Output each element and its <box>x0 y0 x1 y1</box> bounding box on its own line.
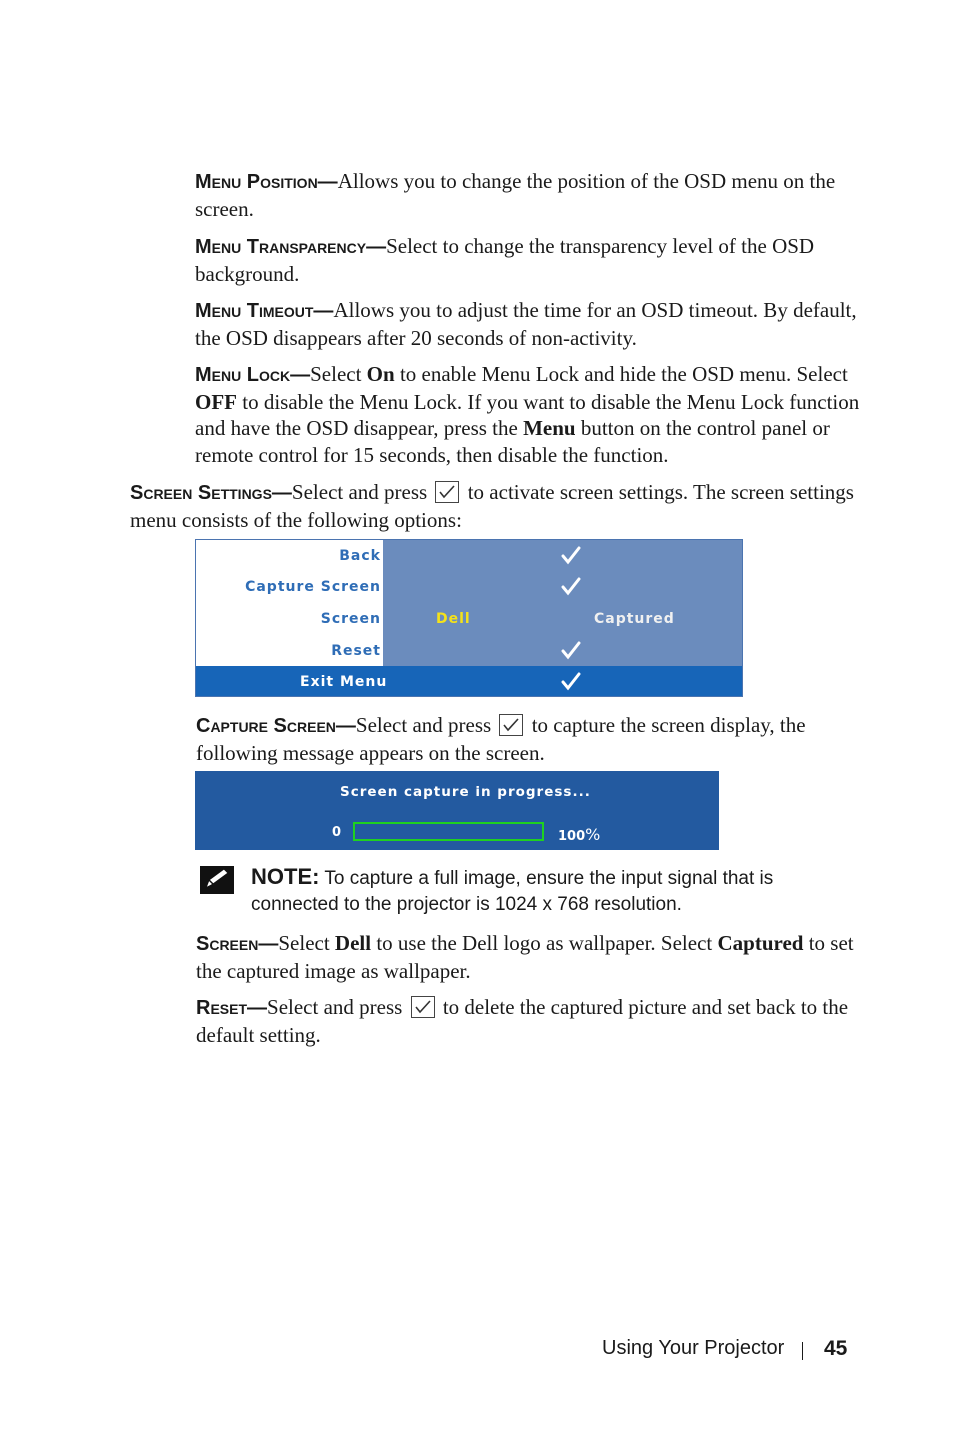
osd-screen-option-captured[interactable]: Captured <box>594 611 675 627</box>
menu-lock-menu: Menu <box>523 416 576 440</box>
screen-settings-paragraph <box>130 479 867 533</box>
note-pencil-icon <box>200 866 234 894</box>
reset-paragraph <box>196 994 868 1048</box>
osd-item-reset[interactable]: Reset <box>331 643 381 659</box>
enter-key-icon <box>435 481 459 503</box>
osd-screen-option-dell[interactable]: Dell <box>436 611 471 627</box>
progress-unit: % <box>585 825 601 844</box>
note-paragraph <box>251 864 861 918</box>
reset-term: Reset— <box>196 997 268 1019</box>
check-icon <box>560 671 582 691</box>
menu-transparency-paragraph <box>195 233 867 287</box>
menu-timeout-text: Allows you to adjust the time for an OSD timeout. By default, the OSD disappears after 20 seconds of non-activity. <box>195 298 857 350</box>
check-icon <box>560 640 582 660</box>
menu-lock-term: Menu Lock— <box>195 364 311 386</box>
capture-screen-paragraph <box>196 712 868 766</box>
capture-screen-text: Select and press <box>355 713 492 737</box>
screen-paragraph <box>196 930 868 984</box>
menu-lock-text: to disable the Menu Lock. If you want to disable the Menu Lock function and have the OSD disappear, press the <box>195 389 860 440</box>
progress-min-label: 0 <box>332 825 342 840</box>
screen-text: to use the Dell logo as wallpaper. Select <box>371 931 718 955</box>
progress-bar <box>353 822 544 841</box>
osd-label-column <box>196 540 383 666</box>
osd-exit-menu-row[interactable] <box>196 666 742 697</box>
progress-message: Screen capture in progress... <box>340 784 591 800</box>
menu-lock-paragraph <box>195 361 867 468</box>
screen-settings-osd-menu <box>195 539 743 697</box>
menu-lock-off: OFF <box>195 389 237 414</box>
osd-exit-menu-label: Exit Menu <box>300 674 388 690</box>
note-label: NOTE: <box>251 864 320 889</box>
capture-progress-dialog <box>195 771 719 850</box>
screen-text: Select <box>278 931 335 955</box>
progress-max-value: 100 <box>558 829 586 844</box>
menu-timeout-paragraph <box>195 297 867 351</box>
capture-screen-term: Capture Screen— <box>196 715 356 737</box>
footer-section-title: Using Your Projector <box>602 1337 785 1359</box>
page-number: 45 <box>824 1337 848 1360</box>
progress-max-label <box>558 825 600 844</box>
menu-position-paragraph <box>195 168 867 222</box>
menu-position-text: Allows you to change the position of the OSD menu on the screen. <box>195 169 836 221</box>
screen-term: Screen— <box>196 933 279 955</box>
check-icon <box>560 576 582 596</box>
enter-key-icon <box>411 996 435 1018</box>
osd-item-back[interactable]: Back <box>339 548 381 564</box>
screen-settings-text: Select and press <box>291 480 428 504</box>
check-icon <box>560 545 582 565</box>
note-text: To capture a full image, ensure the input signal that is connected to the projector is 1024 x 768 resolution. <box>251 868 774 915</box>
screen-settings-term: Screen Settings— <box>130 482 292 504</box>
screen-text: to set the captured image as wallpaper. <box>196 931 854 983</box>
menu-transparency-text: Select to change the transparency level of the OSD background. <box>195 234 815 286</box>
reset-text: Select and press <box>267 995 403 1019</box>
menu-timeout-term: Menu Timeout— <box>195 300 334 322</box>
screen-settings-text: to activate screen settings. The screen settings menu consists of the following options: <box>130 480 854 532</box>
osd-value-column <box>383 540 742 666</box>
screen-dell: Dell <box>334 931 372 955</box>
footer-separator <box>802 1342 803 1360</box>
menu-position-term: Menu Position— <box>195 171 338 193</box>
menu-transparency-term: Menu Transparency— <box>195 236 387 258</box>
osd-item-capture-screen[interactable]: Capture Screen <box>245 579 381 595</box>
screen-captured: Captured <box>717 931 804 955</box>
enter-key-icon <box>499 714 523 736</box>
reset-text: to delete the captured picture and set back to the default setting. <box>196 995 849 1047</box>
capture-screen-text: to capture the screen display, the following message appears on the screen. <box>196 713 806 765</box>
osd-item-screen[interactable]: Screen <box>320 611 381 627</box>
menu-lock-on: On <box>366 362 395 386</box>
menu-lock-text: button on the control panel or remote control for 15 seconds, then disable the function. <box>195 416 830 467</box>
menu-lock-text: to enable Menu Lock and hide the OSD menu. Select <box>394 362 848 386</box>
menu-lock-text: Select <box>310 362 367 386</box>
